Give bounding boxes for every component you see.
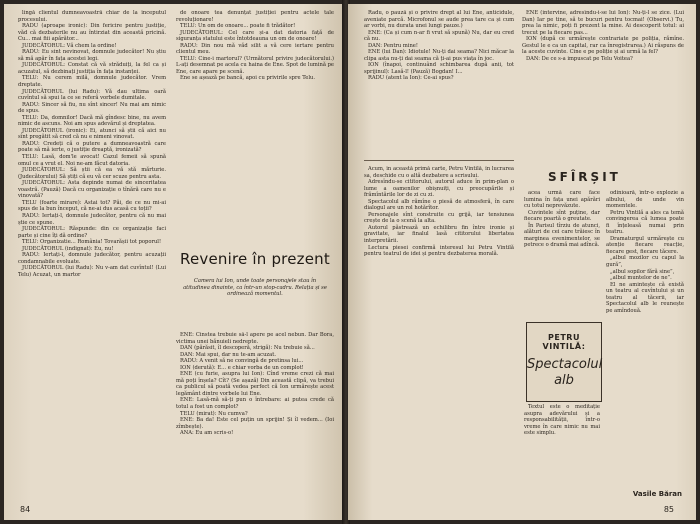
- review-column-2: [524, 190, 600, 318]
- dialogue-paragraph: RADU: Eu sint nevinovat, domnule judecător! Nu știu să mă apăr în fața acestei legi.: [18, 49, 166, 62]
- dialogue-paragraph: JUDECĂTORUL (lui Radu): Vă dau ultima oară cuvîntul să spui la ce se referă vorbele dumitale.: [18, 88, 166, 102]
- dialogue-paragraph: JUDECĂTORUL (indignat): Eu, nu!: [22, 245, 114, 252]
- dialogue-paragraph: ENE: Lasă-mă să-ți pun o întrebare: ai putea crede că totul a fost un complot?: [176, 397, 334, 411]
- review-paragraph: odinioară, într-o explozie a albului, de unde vin momentele.: [606, 190, 684, 210]
- dialogue-paragraph: RADU: Iertați-l, domnule judecător, pentru că nu mai știe ce spune.: [18, 212, 166, 226]
- ending-word: SFÎRȘIT: [548, 170, 621, 184]
- review-column-2-bottom: [524, 404, 600, 508]
- dialogue-paragraph: JUDECĂTORUL: Răspunde: din ce organizație faci parte și cine îți dă ordine?: [18, 226, 166, 239]
- review-paragraph: Textul este o meditație asupra adevărului și a responsabilității, într-o vreme în care nimic nu mai este simplu.: [524, 404, 600, 437]
- dialogue-paragraph: ION (înapoi, continuând schimbarea după anii, tot sprijinul): Lasă-l! (Pauză) Bogdan! I...: [364, 62, 514, 75]
- review-paragraph: Petru Vintilă a ales ca temă convingerea că lumea poate fi înțeleasă numai prin teatru.: [606, 209, 684, 236]
- review-paragraph: „albul sopilor fără sine”,: [610, 268, 675, 275]
- dialogue-paragraph: lingă clientul dumneavoastră chiar de la începutul procesului.: [18, 10, 166, 23]
- right-column-1-top: [364, 10, 514, 108]
- right-page: [348, 4, 696, 520]
- dialogue-paragraph: ENE (lui Dan): Idiotule! Nu-ți dai seama? Nici măcar la clipa asta nu-ți dai seama că ți-ai pus viața în joc.: [364, 49, 514, 62]
- dialogue-paragraph: DAN: Pentru mine!: [368, 42, 418, 49]
- review-paragraph: „albul muntelor de ne”.: [610, 275, 672, 282]
- left-column-2-bottom: [176, 332, 334, 508]
- dialogue-paragraph: JUDECĂTORUL: Asta depinde numai de sinceritatea voastră. (Pauză) Dacă cu organizație o tînără care nu e vinovată?: [18, 180, 166, 200]
- dialogue-paragraph: JUDECĂTORUL: Cel care și-a dat datoria față de siguranța statului este întotdeauna un om de onoare!: [176, 29, 334, 43]
- dialogue-paragraph: TELU: Un om de onoare... poate fi trădător!: [180, 23, 296, 30]
- left-page: [4, 4, 344, 520]
- dialogue-paragraph: TELU (foarte mirare): Astai tot? Păi, de ce nu mi-ai spus de la bun început, că ne-ai dus acasă cu toții?: [18, 199, 166, 213]
- dialogue-paragraph: JUDECĂTORUL: Vă chem la ordine!: [22, 42, 117, 49]
- review-paragraph: Lectura piesei confirmă interesul lui Petru Vintilă pentru teatrul de idei și pentru dezbaterea morală.: [364, 244, 514, 258]
- review-paragraph: Adresîndu-se cititorului, autorul aduce în prim-plan o lume a oamenilor obișnuiți, cu preocupările și frămîntările lor de zi cu zi.: [364, 179, 514, 199]
- review-paragraph: Spectacolul alb rămîne o piesă de atmosferă, în care dialogul are un rol hotărîtor.: [364, 198, 514, 212]
- dialogue-paragraph: ENE: Cinstea trebuie să-l apere pe acel nebun. Dar Bora, victima unei bănuieli nedrepte.: [176, 332, 334, 345]
- dialogue-paragraph: DAN: De ce s-a impuscat pe Telu Voitea?: [526, 55, 633, 62]
- dialogue-paragraph: TELU: Da, domnilor! Dacă mă gîndesc bine, nu avem nimic de ascuns. Noi am spus adevărul și dreptatea.: [18, 114, 166, 128]
- review-paragraph: „albul mozilor cu capul la gură”,: [606, 255, 684, 269]
- dialogue-paragraph: ION (după ce urmărește contrariate pe poliția, rămîne. Gestul le e ca un capital, rar ca înregistrarea.) Ai răspuns de la aceste cuvinte. Cine e pe poliție și ai urmă la fel?: [522, 36, 684, 56]
- dialogue-paragraph: ENE (intervine, adresîndu-i-se lui Ion): Nu-ți-l se zice. (Lui Dan) Iar pe tine, să te bucuri pentru tocmai! (Observi.) Tu, prea la nimic, poți fi prezent la mine. Ai descoperit totul: ai trecut pe la fiecare pas...: [522, 10, 684, 36]
- box-title: Spectacolul alb: [527, 357, 603, 388]
- review-column-3: [606, 190, 684, 508]
- dialogue-paragraph: RADU (atent la Ion): Ce-ai spus?: [368, 75, 454, 82]
- dialogue-paragraph: RADU: Din nou mă văd silit a vă cere iertare pentru clientul meu.: [176, 42, 334, 56]
- dialogue-paragraph: de onoare tea denunțat justiției pentru actele tale revoluționare!: [176, 10, 334, 23]
- dialogue-paragraph: Radu, o pauză și o privire drept al lui Ene, anticidule, aveniate parcă. Microfonul se aude prea tare ca și cum ar vorbi, nu durata unei lungi pauze.): [364, 10, 514, 30]
- section-heading-block: [176, 226, 334, 330]
- dialogue-paragraph: RADU: Iertați-l, domnule judecător, pentru acuzații condamnabile evoluate.: [18, 252, 166, 265]
- dialogue-paragraph: RADU: Credeți că o putere a dumneavoastră care poate să mă ierte, o justiție dreaptă, ironizată?: [18, 140, 166, 154]
- review-paragraph: În Parisul tîrziu de atunci, alături de cei care trăiesc în marginea evenimentelor, se petrece o dramă mai adîncă.: [524, 222, 600, 249]
- separator-line: [364, 160, 514, 161]
- dialogue-paragraph: Ene se așează pe bancă, apoi cu privirile spre Telu.: [180, 75, 315, 82]
- review-paragraph: Personajele sînt construite cu grijă, iar tensiunea crește de la o scenă la alta.: [364, 211, 514, 225]
- dialogue-paragraph: ENE (cu furie, asupra lui Ion): Cînd vreme crezi că mai mă poți înșela? Cît? (Se așază) Din această clipă, va trebui ca publicul să poată vedea perfect că Ion urmărește acest legământ dintre vorbele lui Ene.: [176, 371, 334, 397]
- left-column-2-top: [176, 10, 334, 222]
- dialogue-paragraph: TELU: Cine-i martorul? (Următorul privire judecătorului.) L-ați desemnat pe acela cu haina de Ene. Spot de lumină pe Ene, care apare pe scenă.: [176, 55, 334, 75]
- dialogue-paragraph: RADU: Sincer să fiu, nu sînt sincer! Nu mai am nimic de spus.: [18, 101, 166, 115]
- review-paragraph: Acum, în această primă carte, Petru Vintilă, în lucrarea sa, deschide cu o altă dezbatere a scrisului.: [364, 166, 514, 179]
- review-paragraph: Autorul păstrează un echilibru fin între ironie și gravitate, iar finalul lasă cititorului libertatea interpretării.: [364, 224, 514, 245]
- dialogue-paragraph: JUDECĂTORUL (lui Radu): Nu v-am dat cuvîntul! (Lui Telu) Acuzat, un martor: [18, 265, 166, 278]
- review-paragraph: Dramaturgul urmărește cu atenție fiecare reacție, fiecare gest, fiecare tăcere.: [606, 235, 684, 255]
- dialogue-paragraph: TELU: Lasă, dom'le avocat! Cazul femeii să spună omul ce a vrut el. Noi ne-am făcut datoria.: [18, 154, 166, 167]
- section-title: Revenire în prezent: [180, 250, 330, 268]
- review-column-1: [364, 166, 514, 508]
- review-signature: Vasile Băran: [632, 490, 682, 498]
- dialogue-paragraph: DAN: Mai spui, dar nu te-am acuzat.: [180, 351, 276, 358]
- dialogue-paragraph: JUDECĂTORUL: Constat că vă străduiți, la fel ca și acuzatul, să dezbinați justiția în fața instanței.: [18, 62, 166, 75]
- dialogue-paragraph: ION (derută): E... e chiar vorba de un complot!: [180, 364, 304, 371]
- review-paragraph: El ne amintește că există un teatru al cuvîntului și un teatru al tăcerii, iar Spectacolul alb le reunește pe amîndouă.: [606, 281, 684, 314]
- dialogue-paragraph: JUDECĂTORUL: Să știi că ea vă stă mărturie. (Judecătorului) Să știți că eu vă cer scuze pentru asta.: [18, 167, 166, 180]
- box-author: PETRU VINTILĂ:: [542, 333, 586, 351]
- dialogue-paragraph: TELU (mirat): Nu cumva?: [180, 410, 248, 417]
- dialogue-paragraph: TELU: Organizatie... România! Tovarășii tot poporul!: [22, 239, 162, 246]
- dialogue-paragraph: ENE: Ba da! Este cel puțin un sprijin! Și îl vedem... (Ioi zîmbește).: [176, 417, 334, 430]
- left-column-1: [18, 10, 166, 508]
- right-column-2-top: [522, 10, 684, 164]
- book-title-box: [526, 322, 602, 402]
- review-paragraph: acea urmă care face lumina în fața unei apărări cu totul neprevăzute.: [524, 190, 600, 210]
- section-intro: Camera lui Ion, unde toate personajele stau în atitudinea dinainte, ca într-un stop-cadru. Relația și se ordinează momentul.: [183, 278, 327, 298]
- dialogue-paragraph: ENE: (Ca și cum n-ar fi vrut să spună) Nu, dar eu cred că nu.: [364, 29, 514, 43]
- page-number-left: 84: [20, 505, 31, 514]
- dialogue-paragraph: TELU: Nu cerem milă, domnule judecător. Vrem dreptate.: [18, 75, 166, 89]
- page-number-right: 85: [663, 505, 674, 514]
- dialogue-paragraph: RADU: A venit să ne convingă de pretinsa lui...: [180, 358, 304, 365]
- review-paragraph: Cuvintele sînt puține, dar fiecare poartă o greutate.: [524, 209, 600, 223]
- dialogue-paragraph: JUDECĂTORUL (ironic): Ei, atunci să știi că aici nu sînt pregătit să cred că nu e nimeni vinovat.: [18, 127, 166, 141]
- dialogue-paragraph: DAN (părăsit, îl descoperă, strigă): Nu trebuie să...: [180, 345, 315, 352]
- dialogue-paragraph: ANA: Eu am scris-o!: [180, 430, 234, 437]
- dialogue-paragraph: RADU (aproape ironic): Din fericire pentru justiție, văd că dezbaterile nu au întirziat din această pricină. Cu... mai fiii apărător...: [18, 23, 166, 43]
